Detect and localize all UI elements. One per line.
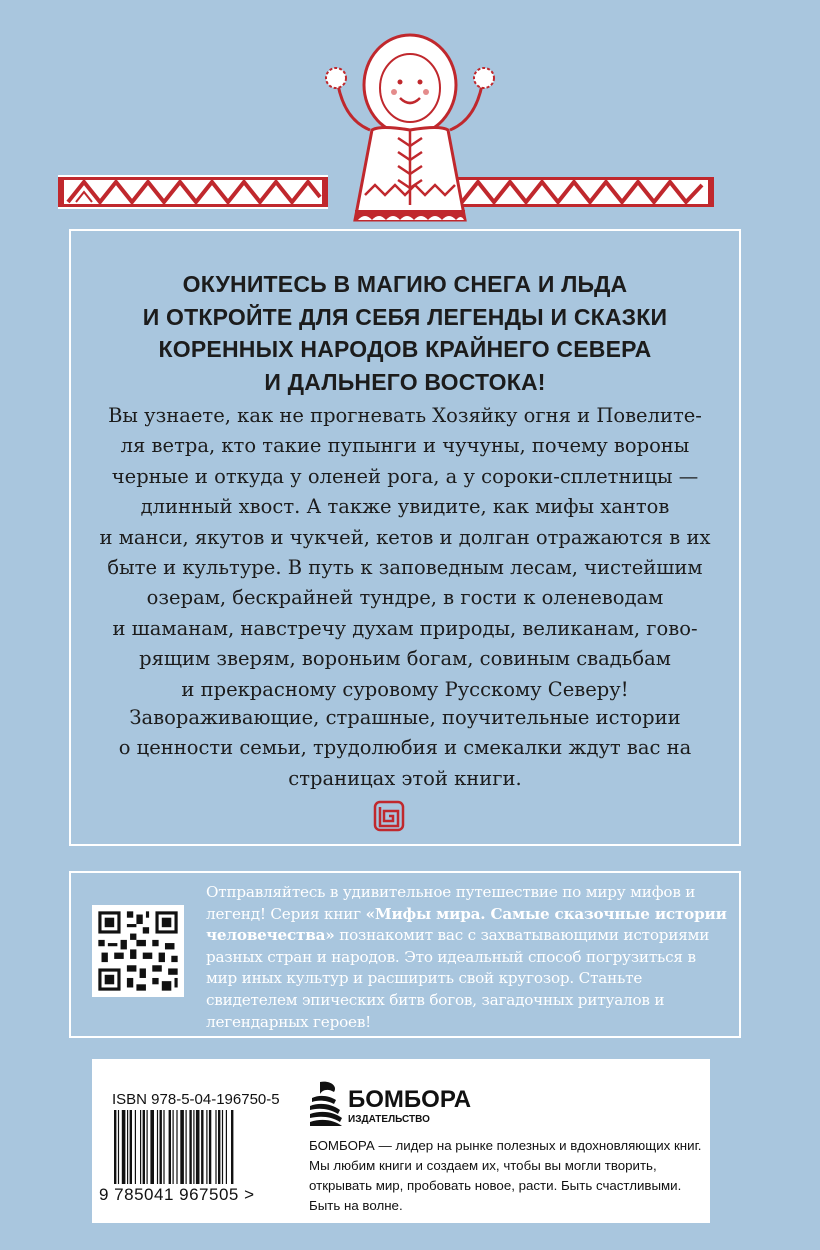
text-line: быте и культуре. В путь к заповедным лесам, чистейшим — [107, 556, 703, 580]
publisher-description: БОМБОРА — лидер на рынке полезных и вдохновляющих книг. Мы любим книги и создаем их, чтобы вы могли творить, открывать мир, пробовать новое, расти. Быть счастливыми. Быть на волне. — [309, 1138, 702, 1213]
text-line: ля ветра, кто такие пупынги и чучуны, почему вороны — [120, 434, 690, 458]
text-line: Завораживающие, страшные, поучительные истории — [129, 706, 681, 729]
text-line: и шаманам, навстречу духам природы, великанам, гово- — [112, 616, 698, 640]
bombora-wave-logo-icon — [308, 1080, 344, 1128]
text-line: страницах этой книги. — [288, 766, 522, 790]
headline — [69, 268, 741, 398]
series-title: «Мифы мира. Самые сказочные истории человечества» — [206, 904, 727, 945]
northern-girl-figure-icon — [320, 30, 500, 230]
description-paragraph-2 — [90, 703, 720, 794]
qr-code-icon[interactable] — [92, 905, 184, 997]
barcode-icon — [112, 1110, 270, 1184]
spiral-icon — [373, 800, 405, 832]
text-line: длинный хвост. А также увидите, как мифы хантов — [140, 495, 670, 519]
text-line: озерам, бескрайней тундре, в гости к оленеводам — [146, 586, 664, 610]
text-line: рящим зверям, вороньим богам, совиным свадьбам — [139, 647, 671, 671]
text-line: и прекрасному суровому Русскому Северу! — [181, 677, 629, 701]
description-paragraph-1 — [90, 401, 720, 705]
headline-line: КОРЕННЫХ НАРОДОВ КРАЙНЕГО СЕВЕРА — [158, 336, 652, 362]
headline-line: И ОТКРОЙТЕ ДЛЯ СЕБЯ ЛЕГЕНДЫ И СКАЗКИ — [142, 303, 668, 330]
text-line: о ценности семьи, трудолюбия и смекалки ждут вас на — [118, 736, 692, 760]
brand-name: БОМБОРА — [348, 1086, 472, 1113]
text-line: Вы узнаете, как не прогневать Хозяйку огня и Повелите- — [108, 404, 702, 427]
isbn-label: ISBN 978-5-04-196750-5 — [112, 1091, 280, 1108]
series-intro: Отправляйтесь в удивительное путешествие по миру мифов и легенд! Серия книг — [206, 883, 696, 923]
series-rest: познакомит вас с захватывающими историями разных стран и народов. Это идеальный способ погрузиться в мир иных культур и расширить свой кругозор. Станьте свидетелем эпических битв богов, загадочных ритуалов и легендарных героев! — [206, 926, 710, 1031]
barcode-digits: 9 785041 967505 > — [99, 1185, 255, 1204]
series-description — [206, 882, 728, 1033]
text-line: и манси, якутов и чукчей, кетов и долган отражаются в их — [99, 525, 711, 549]
headline-line: И ДАЛЬНЕГО ВОСТОКА! — [264, 368, 546, 395]
brand-subtitle: ИЗДАТЕЛЬСТВО — [348, 1114, 430, 1125]
ornament-band-left-icon — [58, 175, 328, 209]
text-line: черные и откуда у оленей рога, а у сороки-сплетницы — — [111, 464, 699, 488]
headline-line: ОКУНИТЕСЬ В МАГИЮ СНЕГА И ЛЬДА — [182, 271, 628, 297]
